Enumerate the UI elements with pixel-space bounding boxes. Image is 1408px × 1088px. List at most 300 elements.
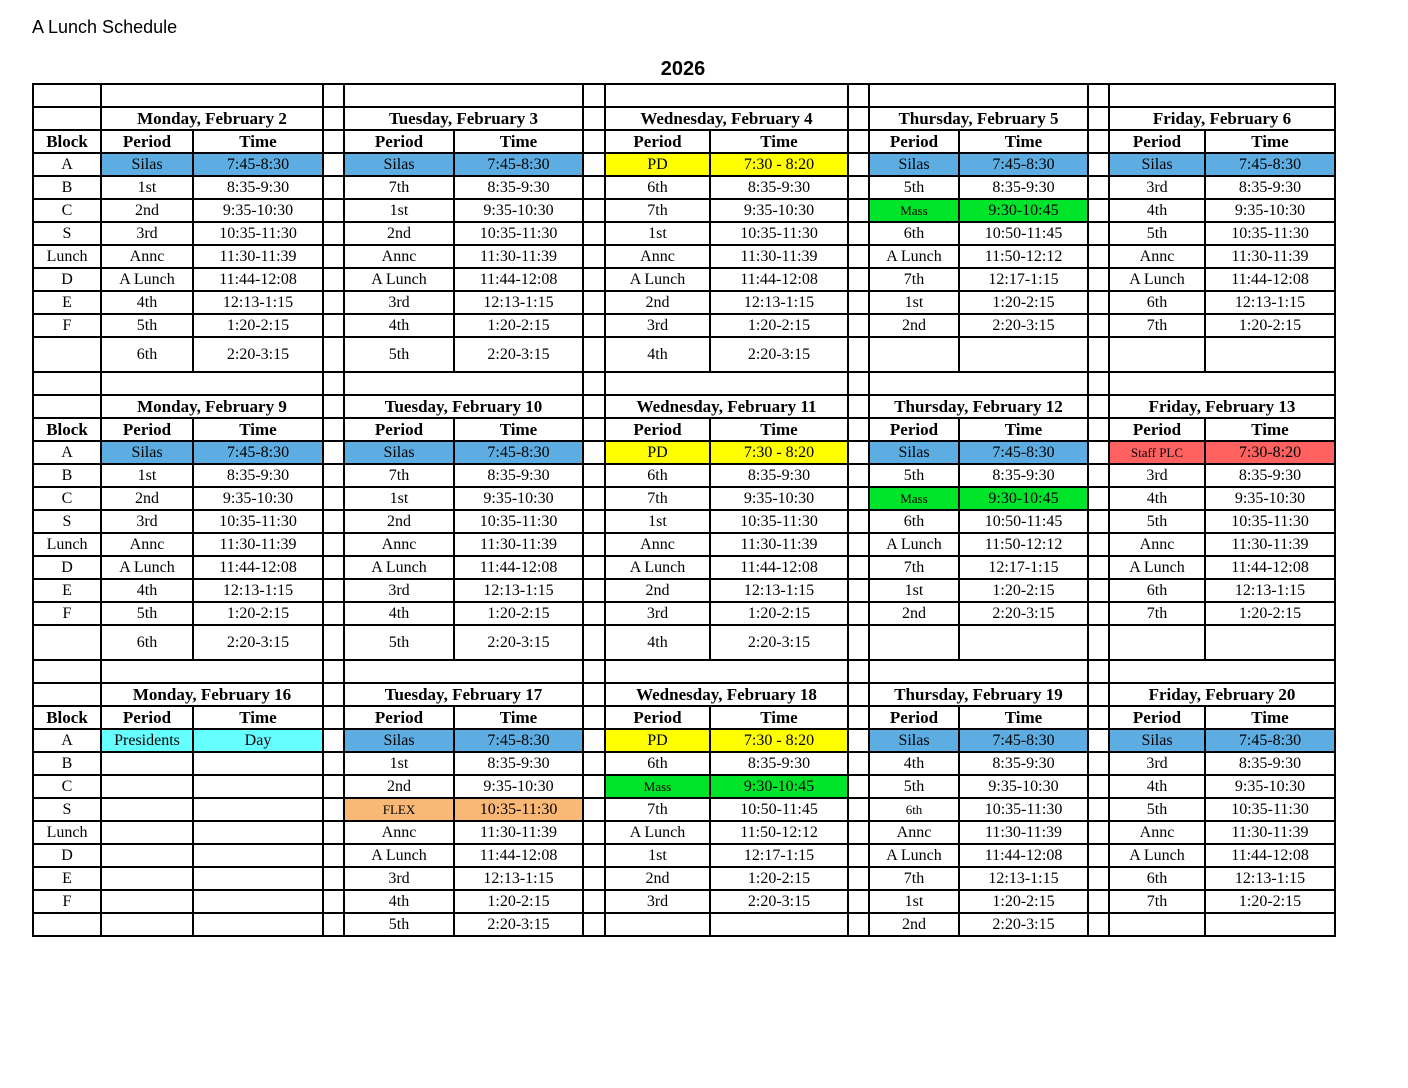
time-cell: 11:30-11:39: [454, 245, 583, 268]
period-cell: 5th: [1109, 798, 1205, 821]
block-cell: Lunch: [33, 821, 101, 844]
spacer-cell: [605, 84, 848, 107]
time-cell: 10:35-11:30: [454, 798, 583, 821]
time-cell: [959, 337, 1088, 372]
period-cell: 6th: [1109, 867, 1205, 890]
time-cell: 11:50-12:12: [710, 821, 848, 844]
time-cell: 11:30-11:39: [193, 245, 323, 268]
time-cell: 7:45-8:30: [959, 729, 1088, 752]
period-cell: 4th: [1109, 199, 1205, 222]
gap-cell: [1088, 291, 1109, 314]
gap-cell: [583, 395, 605, 418]
gap-cell: [848, 130, 869, 153]
period-cell: 2nd: [605, 579, 710, 602]
gap-cell: [323, 268, 344, 291]
day-title: Friday, February 6: [1109, 107, 1335, 130]
gap-cell: [583, 706, 605, 729]
time-cell: 2:20-3:15: [710, 337, 848, 372]
period-header: Period: [101, 130, 193, 153]
gap-cell: [848, 314, 869, 337]
spacer-cell: [344, 84, 583, 107]
time-cell: 12:13-1:15: [710, 291, 848, 314]
time-cell: 1:20-2:15: [1205, 314, 1335, 337]
period-cell: 2nd: [869, 913, 959, 936]
period-cell: 5th: [869, 176, 959, 199]
empty-cell: [33, 395, 101, 418]
period-cell: 1st: [344, 487, 454, 510]
gap-cell: [323, 314, 344, 337]
time-cell: [193, 752, 323, 775]
time-cell: 12:17-1:15: [710, 844, 848, 867]
gap-cell: [1088, 660, 1109, 683]
gap-cell: [323, 706, 344, 729]
spacer-cell: [1109, 660, 1335, 683]
period-cell: 2nd: [605, 867, 710, 890]
gap-cell: [583, 337, 605, 372]
time-cell: [193, 913, 323, 936]
period-cell: A Lunch: [1109, 556, 1205, 579]
time-cell: 9:35-10:30: [1205, 199, 1335, 222]
spacer-cell: [33, 84, 101, 107]
time-cell: 8:35-9:30: [454, 752, 583, 775]
day-title: Wednesday, February 11: [605, 395, 848, 418]
gap-cell: [848, 913, 869, 936]
time-cell: [959, 625, 1088, 660]
time-cell: 7:45-8:30: [1205, 729, 1335, 752]
time-cell: 11:30-11:39: [454, 533, 583, 556]
time-cell: 2:20-3:15: [193, 625, 323, 660]
block-cell: D: [33, 268, 101, 291]
period-cell: 4th: [344, 890, 454, 913]
time-cell: 1:20-2:15: [193, 314, 323, 337]
time-cell: 8:35-9:30: [1205, 752, 1335, 775]
time-header: Time: [959, 706, 1088, 729]
period-cell: 5th: [1109, 510, 1205, 533]
time-cell: 11:30-11:39: [1205, 245, 1335, 268]
period-header: Period: [1109, 706, 1205, 729]
block-cell: C: [33, 775, 101, 798]
time-cell: 9:35-10:30: [1205, 775, 1335, 798]
gap-cell: [848, 706, 869, 729]
spacer-cell: [101, 84, 323, 107]
gap-cell: [848, 844, 869, 867]
gap-cell: [583, 441, 605, 464]
gap-cell: [583, 913, 605, 936]
time-cell: 9:35-10:30: [710, 487, 848, 510]
year-heading: 2026: [660, 58, 706, 80]
gap-cell: [323, 556, 344, 579]
schedule-row: [33, 844, 1335, 867]
time-cell: 7:45-8:30: [959, 441, 1088, 464]
gap-cell: [583, 533, 605, 556]
period-cell: 6th: [869, 798, 959, 821]
gap-cell: [583, 268, 605, 291]
period-cell: 5th: [869, 464, 959, 487]
schedule-row: [33, 222, 1335, 245]
gap-cell: [583, 798, 605, 821]
period-cell: 6th: [101, 625, 193, 660]
empty-cell: [33, 107, 101, 130]
time-cell: 2:20-3:15: [710, 625, 848, 660]
gap-cell: [1088, 775, 1109, 798]
period-cell: A Lunch: [1109, 268, 1205, 291]
time-cell: 10:35-11:30: [959, 798, 1088, 821]
spacer-row: [33, 372, 1335, 395]
period-cell: [1109, 625, 1205, 660]
period-cell: 7th: [344, 176, 454, 199]
schedule-row: [33, 533, 1335, 556]
gap-cell: [1088, 510, 1109, 533]
period-cell: Silas: [101, 153, 193, 176]
period-cell: 3rd: [344, 867, 454, 890]
gap-cell: [583, 153, 605, 176]
period-cell: 3rd: [605, 314, 710, 337]
block-cell: S: [33, 798, 101, 821]
period-cell: Mass: [605, 775, 710, 798]
schedule-row: [33, 752, 1335, 775]
spacer-cell: [33, 660, 101, 683]
period-cell: 7th: [605, 199, 710, 222]
spacer-row: [33, 84, 1335, 107]
period-cell: [869, 625, 959, 660]
period-cell: [101, 890, 193, 913]
time-cell: 11:44-12:08: [193, 268, 323, 291]
time-cell: Day: [193, 729, 323, 752]
period-cell: 5th: [101, 314, 193, 337]
period-cell: 2nd: [869, 602, 959, 625]
time-cell: 10:35-11:30: [1205, 222, 1335, 245]
schedule-row: [33, 314, 1335, 337]
block-cell: F: [33, 314, 101, 337]
time-cell: 8:35-9:30: [959, 464, 1088, 487]
schedule-row: [33, 337, 1335, 372]
time-cell: 8:35-9:30: [710, 176, 848, 199]
time-cell: 2:20-3:15: [454, 337, 583, 372]
time-cell: 12:13-1:15: [959, 867, 1088, 890]
block-cell: S: [33, 222, 101, 245]
period-cell: Silas: [869, 729, 959, 752]
schedule-row: [33, 798, 1335, 821]
period-cell: Presidents: [101, 729, 193, 752]
block-header: Block: [33, 130, 101, 153]
day-title: Wednesday, February 4: [605, 107, 848, 130]
gap-cell: [323, 372, 344, 395]
period-cell: [101, 798, 193, 821]
period-cell: 4th: [101, 579, 193, 602]
time-header: Time: [710, 706, 848, 729]
gap-cell: [1088, 798, 1109, 821]
gap-cell: [583, 602, 605, 625]
time-cell: 10:35-11:30: [454, 510, 583, 533]
period-cell: 1st: [101, 176, 193, 199]
gap-cell: [1088, 199, 1109, 222]
time-cell: 1:20-2:15: [1205, 602, 1335, 625]
gap-cell: [323, 107, 344, 130]
time-header: Time: [1205, 418, 1335, 441]
gap-cell: [323, 84, 344, 107]
period-cell: PD: [605, 729, 710, 752]
period-cell: Mass: [869, 487, 959, 510]
time-cell: 1:20-2:15: [959, 579, 1088, 602]
gap-cell: [848, 660, 869, 683]
period-header: Period: [869, 706, 959, 729]
spacer-cell: [344, 660, 583, 683]
period-header: Period: [869, 418, 959, 441]
period-cell: PD: [605, 153, 710, 176]
period-header: Period: [101, 418, 193, 441]
gap-cell: [583, 314, 605, 337]
time-cell: 2:20-3:15: [959, 314, 1088, 337]
time-cell: 7:45-8:30: [193, 441, 323, 464]
gap-cell: [323, 337, 344, 372]
time-cell: 2:20-3:15: [959, 913, 1088, 936]
period-cell: 7th: [869, 867, 959, 890]
schedule-table: [32, 83, 1336, 937]
gap-cell: [1088, 625, 1109, 660]
period-cell: Silas: [1109, 153, 1205, 176]
period-cell: 4th: [605, 625, 710, 660]
schedule-row: [33, 245, 1335, 268]
gap-cell: [1088, 268, 1109, 291]
gap-cell: [323, 245, 344, 268]
period-cell: [101, 913, 193, 936]
block-header: Block: [33, 418, 101, 441]
period-cell: Annc: [1109, 533, 1205, 556]
gap-cell: [323, 890, 344, 913]
block-cell: A: [33, 153, 101, 176]
gap-cell: [1088, 464, 1109, 487]
time-cell: 7:30-8:20: [1205, 441, 1335, 464]
gap-cell: [323, 579, 344, 602]
period-cell: A Lunch: [344, 844, 454, 867]
gap-cell: [583, 222, 605, 245]
block-cell: [33, 337, 101, 372]
time-cell: 9:35-10:30: [1205, 487, 1335, 510]
period-cell: Silas: [869, 153, 959, 176]
time-cell: 12:13-1:15: [1205, 579, 1335, 602]
period-cell: A Lunch: [344, 268, 454, 291]
time-cell: 10:35-11:30: [1205, 798, 1335, 821]
period-cell: [1109, 913, 1205, 936]
day-title: Thursday, February 12: [869, 395, 1088, 418]
period-cell: 4th: [1109, 487, 1205, 510]
day-title: Thursday, February 5: [869, 107, 1088, 130]
period-header: Period: [1109, 130, 1205, 153]
gap-cell: [323, 199, 344, 222]
time-cell: 11:30-11:39: [959, 821, 1088, 844]
time-cell: 8:35-9:30: [454, 464, 583, 487]
period-cell: 2nd: [101, 487, 193, 510]
time-cell: 2:20-3:15: [959, 602, 1088, 625]
gap-cell: [323, 729, 344, 752]
block-cell: E: [33, 867, 101, 890]
period-cell: 3rd: [344, 291, 454, 314]
period-cell: Silas: [101, 441, 193, 464]
time-header: Time: [193, 130, 323, 153]
time-cell: [710, 913, 848, 936]
gap-cell: [848, 464, 869, 487]
gap-cell: [323, 844, 344, 867]
column-header-row: [33, 130, 1335, 153]
time-header: Time: [454, 130, 583, 153]
time-cell: 12:13-1:15: [193, 579, 323, 602]
period-cell: Staff PLC: [1109, 441, 1205, 464]
period-cell: 1st: [869, 291, 959, 314]
period-cell: A Lunch: [344, 556, 454, 579]
gap-cell: [848, 821, 869, 844]
period-cell: Annc: [344, 821, 454, 844]
gap-cell: [1088, 314, 1109, 337]
period-cell: 3rd: [605, 602, 710, 625]
day-title-row: [33, 683, 1335, 706]
period-cell: 2nd: [869, 314, 959, 337]
period-cell: 5th: [101, 602, 193, 625]
time-cell: 12:17-1:15: [959, 556, 1088, 579]
period-cell: Silas: [1109, 729, 1205, 752]
gap-cell: [1088, 245, 1109, 268]
gap-cell: [848, 222, 869, 245]
period-cell: Annc: [101, 245, 193, 268]
period-cell: 1st: [869, 890, 959, 913]
period-cell: A Lunch: [1109, 844, 1205, 867]
spacer-cell: [344, 372, 583, 395]
time-cell: 8:35-9:30: [959, 752, 1088, 775]
time-header: Time: [1205, 706, 1335, 729]
time-cell: 9:35-10:30: [454, 775, 583, 798]
schedule-row: [33, 625, 1335, 660]
block-cell: C: [33, 487, 101, 510]
period-header: Period: [869, 130, 959, 153]
time-header: Time: [959, 130, 1088, 153]
period-cell: Annc: [344, 245, 454, 268]
period-cell: FLEX: [344, 798, 454, 821]
time-cell: 1:20-2:15: [454, 890, 583, 913]
spacer-cell: [101, 660, 323, 683]
period-header: Period: [101, 706, 193, 729]
time-cell: 9:30-10:45: [959, 487, 1088, 510]
gap-cell: [848, 268, 869, 291]
time-cell: 9:35-10:30: [710, 199, 848, 222]
gap-cell: [1088, 890, 1109, 913]
block-cell: E: [33, 291, 101, 314]
time-cell: 9:35-10:30: [193, 199, 323, 222]
gap-cell: [848, 683, 869, 706]
period-cell: [101, 775, 193, 798]
time-cell: 8:35-9:30: [454, 176, 583, 199]
time-header: Time: [710, 418, 848, 441]
schedule-row: [33, 464, 1335, 487]
gap-cell: [848, 510, 869, 533]
gap-cell: [583, 130, 605, 153]
period-header: Period: [344, 130, 454, 153]
period-cell: A Lunch: [605, 268, 710, 291]
period-cell: 4th: [344, 314, 454, 337]
schedule-row: [33, 441, 1335, 464]
gap-cell: [583, 510, 605, 533]
time-cell: 8:35-9:30: [193, 464, 323, 487]
gap-cell: [323, 660, 344, 683]
period-cell: 5th: [344, 337, 454, 372]
gap-cell: [323, 602, 344, 625]
gap-cell: [1088, 222, 1109, 245]
period-cell: 7th: [869, 556, 959, 579]
time-cell: 11:30-11:39: [710, 245, 848, 268]
time-cell: 11:30-11:39: [193, 533, 323, 556]
gap-cell: [848, 418, 869, 441]
gap-cell: [848, 487, 869, 510]
time-cell: 1:20-2:15: [454, 602, 583, 625]
period-cell: Annc: [869, 821, 959, 844]
time-cell: 11:44-12:08: [454, 268, 583, 291]
period-cell: 2nd: [344, 510, 454, 533]
period-cell: Silas: [869, 441, 959, 464]
gap-cell: [848, 176, 869, 199]
period-cell: 7th: [1109, 890, 1205, 913]
block-cell: S: [33, 510, 101, 533]
period-cell: 2nd: [101, 199, 193, 222]
period-cell: Annc: [344, 533, 454, 556]
gap-cell: [583, 487, 605, 510]
period-cell: PD: [605, 441, 710, 464]
gap-cell: [323, 222, 344, 245]
period-cell: 3rd: [101, 222, 193, 245]
time-cell: 9:30-10:45: [710, 775, 848, 798]
time-cell: 11:44-12:08: [710, 268, 848, 291]
gap-cell: [1088, 372, 1109, 395]
period-cell: Mass: [869, 199, 959, 222]
time-cell: 11:30-11:39: [1205, 821, 1335, 844]
time-cell: 8:35-9:30: [1205, 176, 1335, 199]
time-cell: 10:50-11:45: [959, 222, 1088, 245]
time-cell: 11:44-12:08: [1205, 268, 1335, 291]
period-cell: 1st: [101, 464, 193, 487]
schedule-row: [33, 867, 1335, 890]
time-cell: 2:20-3:15: [193, 337, 323, 372]
gap-cell: [848, 291, 869, 314]
period-cell: 4th: [344, 602, 454, 625]
block-cell: B: [33, 752, 101, 775]
period-cell: 1st: [605, 222, 710, 245]
time-cell: 11:44-12:08: [1205, 556, 1335, 579]
period-cell: 4th: [605, 337, 710, 372]
schedule-row: [33, 821, 1335, 844]
block-cell: D: [33, 844, 101, 867]
gap-cell: [583, 775, 605, 798]
time-cell: 8:35-9:30: [710, 752, 848, 775]
gap-cell: [848, 890, 869, 913]
period-header: Period: [344, 706, 454, 729]
block-cell: D: [33, 556, 101, 579]
time-cell: 9:35-10:30: [454, 487, 583, 510]
time-cell: 10:35-11:30: [710, 222, 848, 245]
time-cell: 11:44-12:08: [193, 556, 323, 579]
schedule-row: [33, 176, 1335, 199]
day-title: Friday, February 13: [1109, 395, 1335, 418]
period-cell: 7th: [344, 464, 454, 487]
period-cell: A Lunch: [605, 821, 710, 844]
gap-cell: [583, 890, 605, 913]
day-title: Monday, February 2: [101, 107, 323, 130]
period-cell: Annc: [605, 533, 710, 556]
gap-cell: [583, 752, 605, 775]
schedule-row: [33, 153, 1335, 176]
spacer-cell: [605, 660, 848, 683]
gap-cell: [848, 337, 869, 372]
time-cell: [193, 890, 323, 913]
gap-cell: [848, 752, 869, 775]
gap-cell: [1088, 130, 1109, 153]
gap-cell: [323, 867, 344, 890]
